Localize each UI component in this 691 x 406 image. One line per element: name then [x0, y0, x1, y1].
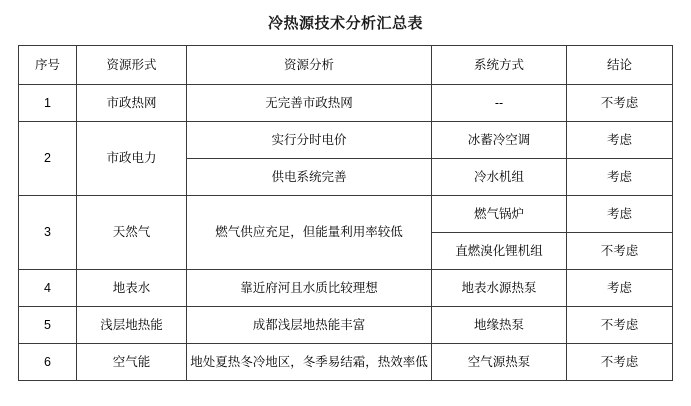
- column-header-resource: 资源形式: [77, 46, 187, 85]
- cell-resource: 市政电力: [77, 122, 187, 196]
- cell-conclusion: 考虑: [567, 196, 673, 233]
- cell-system: 地表水源热泵: [432, 270, 567, 307]
- cell-conclusion: 不考虑: [567, 344, 673, 381]
- column-header-index: 序号: [19, 46, 77, 85]
- cell-index: 1: [19, 85, 77, 122]
- cell-system: --: [432, 85, 567, 122]
- table-header: [19, 46, 673, 85]
- cell-conclusion: 不考虑: [567, 233, 673, 270]
- cell-system: 冰蓄冷空调: [432, 122, 567, 159]
- cell-index: 4: [19, 270, 77, 307]
- table-body: [19, 85, 673, 381]
- cold-heat-source-summary-table: [18, 45, 673, 381]
- cell-analysis: 成都浅层地热能丰富: [187, 307, 432, 344]
- table-header-row: [19, 46, 673, 85]
- cell-analysis: 靠近府河且水质比较理想: [187, 270, 432, 307]
- table-row: [19, 344, 673, 381]
- cell-analysis: 实行分时电价: [187, 122, 432, 159]
- table-row: [19, 270, 673, 307]
- cell-resource: 浅层地热能: [77, 307, 187, 344]
- table-row: [19, 122, 673, 159]
- table-row: [19, 307, 673, 344]
- table-row: [19, 196, 673, 233]
- cell-analysis: 供电系统完善: [187, 159, 432, 196]
- cell-resource: 空气能: [77, 344, 187, 381]
- cell-index: 3: [19, 196, 77, 270]
- cell-conclusion: 不考虑: [567, 85, 673, 122]
- cell-analysis: 地处夏热冬冷地区，冬季易结霜，热效率低: [187, 344, 432, 381]
- cell-index: 2: [19, 122, 77, 196]
- cell-conclusion: 考虑: [567, 159, 673, 196]
- cell-index: 6: [19, 344, 77, 381]
- cell-analysis: 燃气供应充足，但能量利用率较低: [187, 196, 432, 270]
- cell-system: 地缘热泵: [432, 307, 567, 344]
- cell-conclusion: 考虑: [567, 270, 673, 307]
- column-header-system: 系统方式: [432, 46, 567, 85]
- cell-resource: 天然气: [77, 196, 187, 270]
- cell-conclusion: 考虑: [567, 122, 673, 159]
- column-header-analysis: 资源分析: [187, 46, 432, 85]
- page-title: 冷热源技术分析汇总表: [267, 15, 423, 32]
- cell-system: 空气源热泵: [432, 344, 567, 381]
- table-row: [19, 85, 673, 122]
- cell-index: 5: [19, 307, 77, 344]
- cell-resource: 地表水: [77, 270, 187, 307]
- cell-resource: 市政热网: [77, 85, 187, 122]
- cell-conclusion: 不考虑: [567, 307, 673, 344]
- cell-system: 冷水机组: [432, 159, 567, 196]
- cell-analysis: 无完善市政热网: [187, 85, 432, 122]
- cell-system: 直燃溴化锂机组: [432, 233, 567, 270]
- column-header-conclusion: 结论: [567, 46, 673, 85]
- cell-system: 燃气锅炉: [432, 196, 567, 233]
